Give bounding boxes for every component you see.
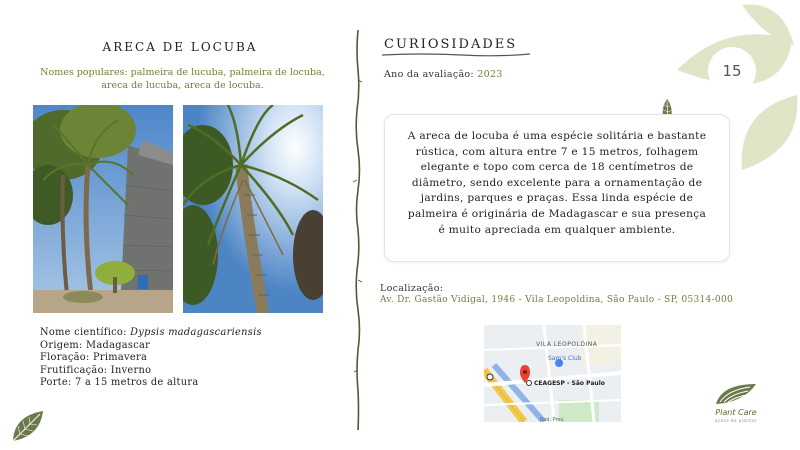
species-facts	[40, 327, 262, 390]
scientific-name-line	[40, 327, 262, 340]
size-line: Porte: 7 a 15 metros de altura	[40, 377, 199, 388]
species-title: ARECA DE LOCUBA	[102, 40, 258, 54]
origin-line: Origem: Madagascar	[40, 339, 151, 351]
brand-name: Plant Care	[715, 408, 757, 417]
fruiting-line: Frutificação: Inverno	[40, 364, 152, 376]
book-spine-divider	[350, 30, 366, 430]
curiosities-heading: CURIOSIDADES	[384, 37, 518, 52]
leaf-icon-bottom-left	[10, 408, 46, 448]
heading-underline	[382, 52, 530, 58]
palm-photo-building	[33, 105, 173, 313]
curiosities-text: A areca de locuba é uma espécie solitária e bastante rústica, com altura entre 7 e 15 metros, folhagem elegante e topo com cerca de 18 centímetros de diâmetro, sendo excelente para a ornamentação de jardins, parques e praças. Essa linda espécie de palmeira é originária de Madagascar e sua presença é muito apreciada em qualquer ambiente.	[407, 130, 707, 236]
year-label: Ano da avaliação:	[384, 69, 474, 80]
flowering-line: Floração: Primavera	[40, 352, 148, 363]
scientific-name-value: Dypsis madagascariensis	[130, 327, 262, 338]
palm-photo-upward	[183, 105, 323, 313]
brand-tagline: acaso de plantas	[715, 418, 757, 423]
year-value: 2023	[477, 69, 503, 80]
map-store: Sam's Club	[548, 355, 582, 362]
map-marker-label: CEAGESP - São Paulo	[534, 380, 605, 387]
page-number: 15	[722, 62, 742, 80]
decorative-leaves	[672, 0, 800, 175]
scientific-name-label: Nome científico:	[40, 327, 127, 338]
location-map[interactable]	[484, 325, 621, 422]
map-road: Rod. Pres.	[540, 417, 565, 422]
location-label: Localização:	[380, 283, 444, 294]
popular-names: Nomes populares: palmeira de lucuba, palmeira de locuba, areca de lucuba, areca de locuba.	[40, 67, 325, 91]
location-address: Av. Dr. Gastão Vidigal, 1946 - Vila Leopoldina, São Paulo - SP, 05314-000	[380, 295, 733, 305]
evaluation-year	[384, 69, 503, 80]
plant-care-logo-icon	[714, 380, 758, 410]
map-district: VILA LEOPOLDINA	[536, 341, 598, 348]
